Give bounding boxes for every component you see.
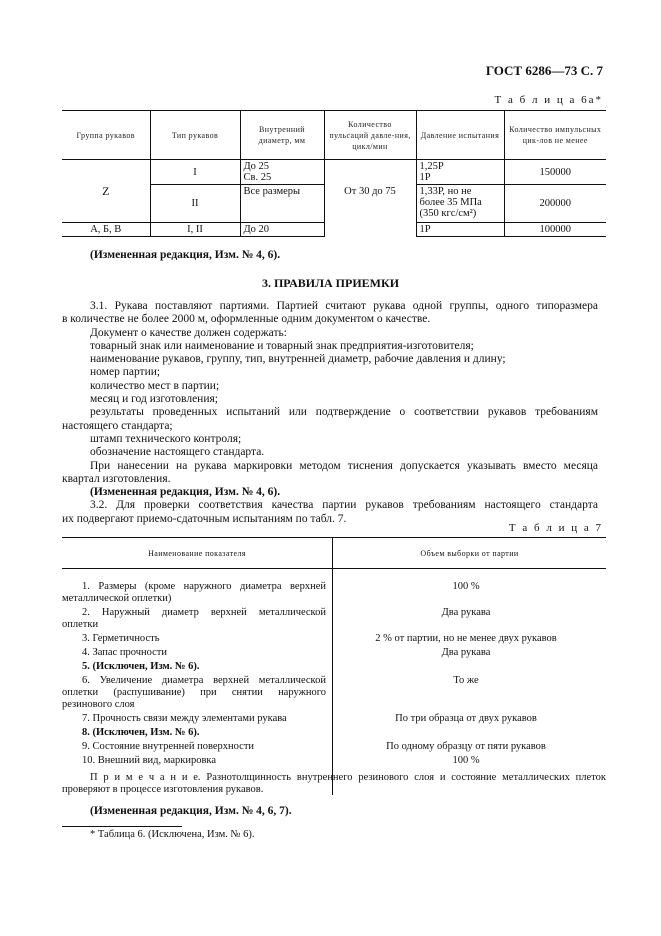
table-row (62, 727, 606, 739)
paragraph: результаты проведенных испытаний или подтверждение о соответствии рукавов требованиям (90, 406, 598, 419)
pressure-value: 1Р (419, 172, 431, 183)
paragraph: количество мест в партии; (90, 379, 220, 392)
header-type: Тип рукавов (150, 111, 240, 160)
paragraph: 3.2. Для проверки соответствия качества партии рукавов требованиям настоящего стандарта (90, 499, 598, 512)
sample-size: По три образца от двух рукавов (395, 713, 537, 724)
sample-size: 100 % (452, 755, 480, 766)
table-6a-caption: Т а б л и ц а 6а* (494, 94, 603, 106)
paragraph: обозначение настоящего стандарта. (90, 446, 265, 459)
header-sample-size: Объем выборки от партии (420, 548, 519, 558)
table-row (62, 661, 606, 673)
paragraph: При нанесении на рукава маркировки методом тиснения допускается указывать вместо месяца (90, 459, 598, 472)
table-6a (62, 110, 606, 237)
table-row (62, 607, 606, 631)
paragraph: их подвергают приемо-сдаточным испытаниям по табл. 7. (62, 512, 347, 525)
table-header-row (62, 537, 606, 569)
table-7-body (62, 569, 606, 767)
type-cell: I (150, 160, 240, 185)
table-row (62, 647, 606, 659)
cycles-cell: 100000 (504, 223, 606, 237)
indicator-name: 7. Прочность связи между элементами рукава (82, 713, 287, 724)
pressure-cell (416, 160, 504, 185)
table-row (62, 675, 606, 711)
indicator-name: 2. Наружный диаметр верхней металлической оплетки (62, 607, 326, 630)
footnote-divider (62, 826, 182, 827)
header-diameter: Внутренний диаметр, мм (240, 111, 324, 160)
header-cycles: Количество импульсных цик-лов не менее (504, 111, 606, 160)
note-line: проверяют в процессе изготовления рукавов. (62, 784, 264, 795)
pressure-value: 1,25Р (419, 161, 444, 172)
indicator-name: 6. Увеличение диаметра верхней металлической оплетки (распушивание) при снятии наружного резинового слоя (62, 675, 326, 710)
paragraph: наименование рукавов, группу, тип, внутренней диаметр, рабочие давления и длину; (90, 353, 506, 366)
indicator-name: 10. Внешний вид, маркировка (82, 755, 217, 766)
note-line: П р и м е ч а н и е. Разнотолщинность внутреннего резинового слоя и состояние металлических плеток (90, 772, 606, 783)
change-note: (Измененная редакция, Изм. № 4, 6). (90, 249, 281, 261)
header-group: Группа рукавов (62, 111, 150, 160)
type-cell: II (150, 185, 240, 223)
table-row (62, 223, 606, 237)
cycles-cell: 150000 (504, 160, 606, 185)
group-cell: А, Б, В (62, 223, 150, 237)
sample-size: 2 % от партии, но не менее двух рукавов (375, 633, 557, 644)
pressure-value: 1,33Р, но не (419, 186, 472, 197)
diameter-value: Св. 25 (243, 172, 272, 183)
sample-size: Два рукава (441, 647, 491, 658)
footnote: * Таблица 6. (Исключена, Изм. № 6). (90, 829, 255, 840)
table-row (62, 713, 606, 725)
change-note: (Измененная редакция, Изм. № 4, 6, 7). (90, 805, 292, 817)
table-7-caption: Т а б л и ц а 7 (508, 522, 603, 534)
paragraph: 3.1. Рукава поставляют партиями. Партией считают рукава одной группы, одного типоразмера (90, 300, 598, 312)
indicator-name: 4. Запас прочности (82, 647, 167, 658)
diameter-value: До 25 (243, 161, 270, 172)
table-7 (62, 537, 606, 769)
sample-size: Два рукава (441, 607, 491, 618)
sample-size (326, 661, 606, 673)
indicator-name: 8. (Исключен, Изм. № 6). (82, 727, 200, 738)
table-row (62, 581, 606, 605)
paragraph: номер партии; (90, 366, 161, 379)
pulsations-empty-cell (324, 223, 416, 237)
table-note (62, 772, 606, 796)
sample-size (326, 727, 606, 739)
diameter-cell (240, 160, 324, 185)
section-body (62, 300, 598, 526)
sample-size: 100 % (452, 581, 480, 592)
paragraph: Документ о качестве должен содержать: (90, 326, 287, 339)
group-z-cell: Z (102, 183, 110, 198)
paragraph: квартал изготовления. (62, 472, 171, 485)
indicator-name: 1. Размеры (кроме наружного диаметра верхней металлической оплетки) (62, 581, 326, 604)
paragraph: месяц и год изготовления; (90, 393, 218, 406)
table-row (62, 741, 606, 753)
pressure-cell (416, 185, 504, 223)
indicator-name: 3. Герметичность (82, 633, 160, 644)
pressure-value: (350 кгс/см²) (419, 208, 477, 219)
sample-size: По одному образцу от пяти рукавов (386, 741, 546, 752)
header-pulsations: Количество пульсаций давле-ния, цикл/мин (324, 111, 416, 160)
section-title: 3. ПРАВИЛА ПРИЕМКИ (261, 276, 400, 290)
header-indicator-name: Наименование показателя (62, 538, 333, 568)
diameter-cell: Все размеры (240, 185, 324, 223)
paragraph: настоящего стандарта; (62, 419, 173, 432)
indicator-name: 5. (Исключен, Изм. № 6). (82, 661, 200, 672)
pressure-value: более 35 МПа (419, 197, 482, 208)
table-row (62, 633, 606, 645)
diameter-cell: До 20 (240, 223, 324, 237)
table-row (62, 755, 606, 767)
sample-size: То же (453, 675, 479, 686)
pressure-cell: 1Р (416, 223, 504, 237)
paragraph: товарный знак или наименование и товарный знак предприятия-изготовителя; (90, 339, 474, 352)
table-header-row (62, 111, 606, 160)
column-divider (332, 569, 333, 795)
pulsations-cell: От 30 до 75 (324, 160, 416, 223)
type-cell: I, II (150, 223, 240, 237)
paragraph: штамп технического контроля; (90, 432, 242, 445)
cycles-cell: 200000 (504, 185, 606, 223)
page-header: ГОСТ 6286—73 С. 7 (485, 63, 603, 78)
indicator-name: 9. Состояние внутренней поверхности (82, 741, 255, 752)
header-pressure: Давление испытания (416, 111, 504, 160)
change-note: (Измененная редакция, Изм. № 4, 6). (90, 486, 281, 499)
paragraph: в количестве не более 2000 м, оформленные одним документом о качестве. (62, 313, 431, 326)
table-row (62, 160, 606, 185)
